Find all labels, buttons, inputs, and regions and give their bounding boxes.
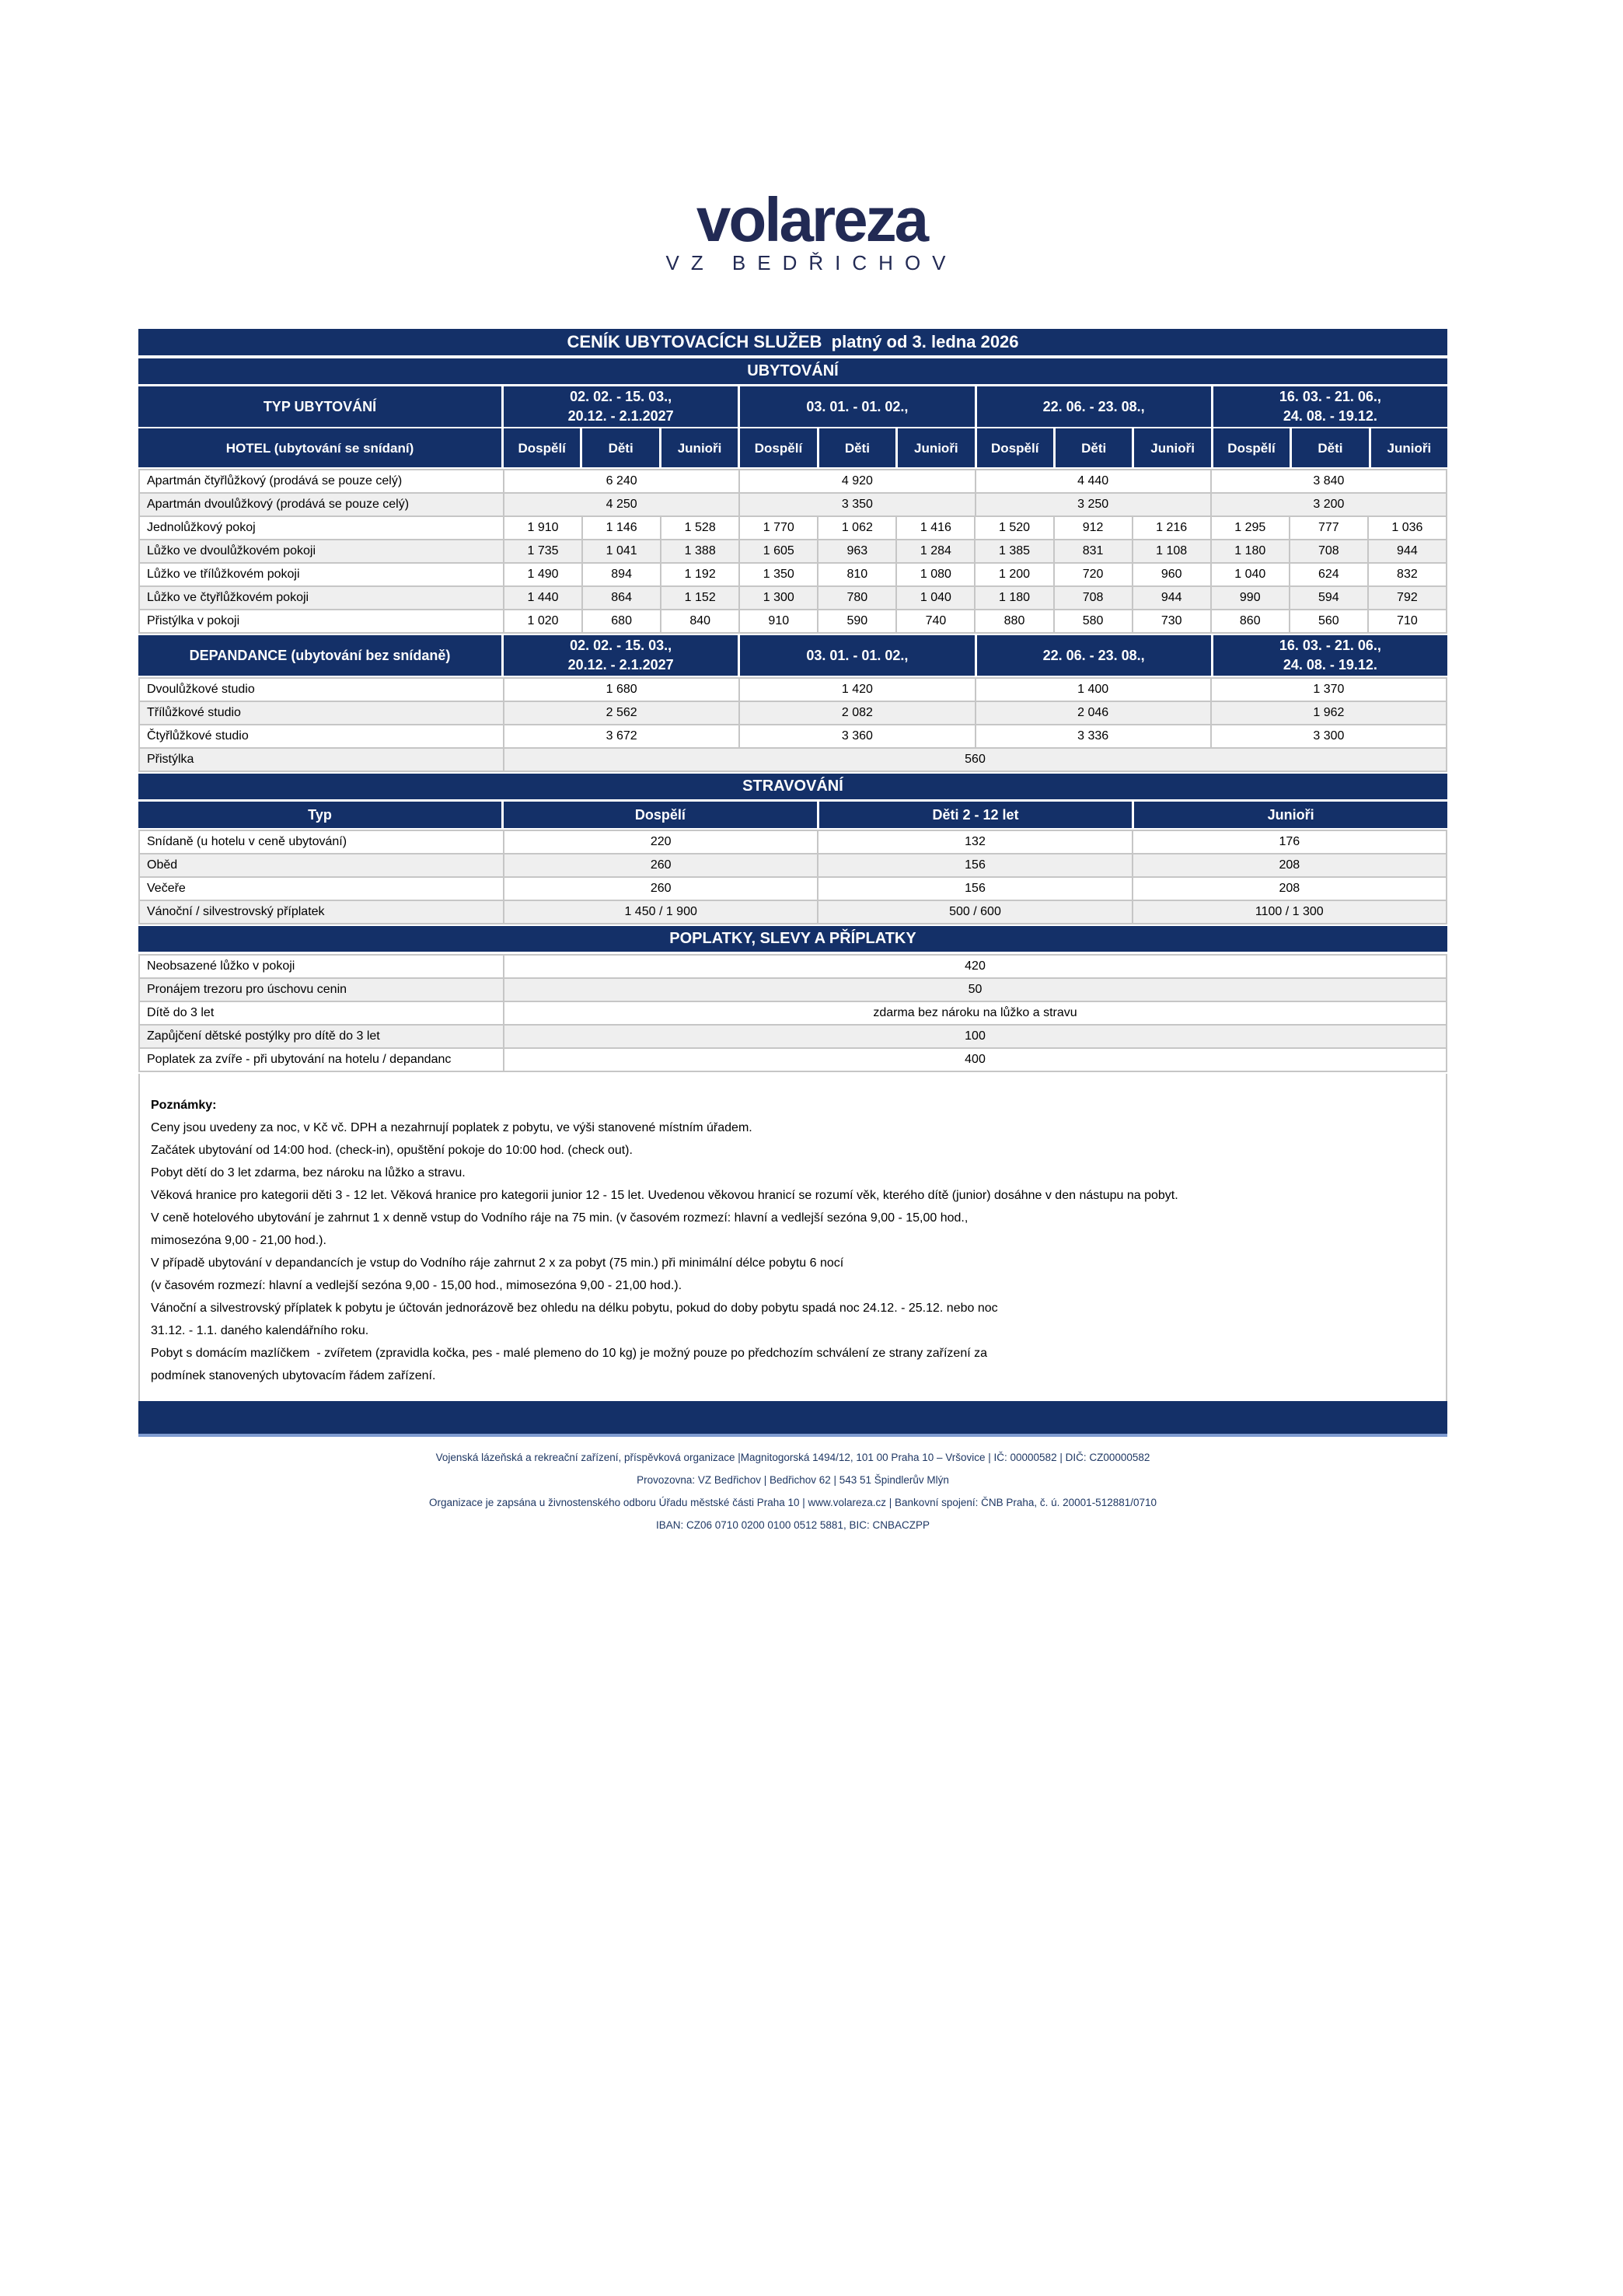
price-cell: 1 036 — [1369, 517, 1446, 539]
price-cell: 1 040 — [1212, 564, 1289, 585]
price-cell: 1 770 — [740, 517, 817, 539]
price-cell: 624 — [1290, 564, 1367, 585]
season-line: 22. 06. - 23. 08., — [1042, 398, 1145, 414]
row-label: Čtyřlůžkové studio — [140, 725, 503, 747]
price-cell: 840 — [661, 610, 738, 632]
price-cell: 3 250 — [976, 494, 1210, 515]
note-line: Věková hranice pro kategorii děti 3 - 12 let. Věková hranice pro kategorii junior 12 - 15 let. Uvedenou věkovou hranicí se rozumí věk, kterého dítě (junior) dosáhne v den nástupu na pobyt. — [151, 1189, 1178, 1202]
table-row — [140, 517, 1446, 539]
price-cell: 1 440 — [504, 587, 581, 609]
price-cell: 1 490 — [504, 564, 581, 585]
table-row — [140, 725, 1446, 747]
section-header-poplatky: POPLATKY, SLEVY A PŘÍPLATKY — [138, 926, 1447, 952]
price-cell: 500 / 600 — [818, 901, 1131, 923]
age-label: Dospělí — [977, 428, 1053, 467]
row-label: Snídaně (u hotelu v ceně ubytování) — [140, 831, 503, 853]
price-cell: 260 — [504, 854, 817, 876]
age-label: Junioři — [661, 428, 738, 467]
row-label: Přistýlka v pokoji — [140, 610, 503, 632]
table-row — [140, 979, 1446, 1001]
season-line: 03. 01. - 01. 02., — [806, 398, 909, 414]
hotel-header-row — [138, 428, 1447, 467]
depandance-header-cell: DEPANDANCE (ubytování bez snídaně) — [138, 635, 501, 676]
price-cell: 1 680 — [504, 679, 738, 701]
price-cell: 1 108 — [1133, 540, 1210, 562]
price-cell: 1 040 — [897, 587, 974, 609]
table-row — [140, 831, 1446, 853]
table-row — [140, 610, 1446, 632]
price-cell: 3 360 — [740, 725, 974, 747]
season-cell — [977, 635, 1211, 676]
price-cell: 1 388 — [661, 540, 738, 562]
note-line: Pobyt dětí do 3 let zdarma, bez nároku na lůžko a stravu. — [151, 1166, 466, 1179]
price-cell: 1 192 — [661, 564, 738, 585]
price-cell: 560 — [504, 749, 1446, 771]
row-label: Jednolůžkový pokoj — [140, 517, 503, 539]
note-line: Začátek ubytování od 14:00 hod. (check-in), opuštění pokoje do 10:00 hod. (check out). — [151, 1144, 633, 1157]
table-row — [140, 679, 1446, 701]
age-label: Děti — [1292, 428, 1368, 467]
price-cell: 1 062 — [818, 517, 895, 539]
price-cell: 1 284 — [897, 540, 974, 562]
season-line: 24. 08. - 19.12. — [1283, 657, 1377, 673]
price-cell: 1 605 — [740, 540, 817, 562]
season-cell — [504, 386, 738, 427]
age-label: Dospělí — [1213, 428, 1290, 467]
row-label: Lůžko ve třílůžkovém pokoji — [140, 564, 503, 585]
price-cell: 4 440 — [976, 470, 1210, 492]
price-cell: 1 152 — [661, 587, 738, 609]
price-cell: 880 — [976, 610, 1052, 632]
note-line: Pobyt s domácím mazlíčkem - zvířetem (zpravidla kočka, pes - malé plemeno do 10 kg) je možný pouze po předchozím schválení ze strany zařízení za — [151, 1347, 988, 1360]
note-line: (v časovém rozmezí: hlavní a vedlejší sezóna 9,00 - 15,00 hod., mimosezóna 9,00 - 21,00 hod.). — [151, 1279, 682, 1292]
age-label: Junioři — [898, 428, 974, 467]
price-cell: 860 — [1212, 610, 1289, 632]
season-header-row — [138, 386, 1447, 427]
price-cell: 708 — [1055, 587, 1132, 609]
age-label: Děti — [1056, 428, 1132, 467]
price-cell: 3 350 — [740, 494, 974, 515]
price-cell: 894 — [583, 564, 660, 585]
price-cell: 594 — [1290, 587, 1367, 609]
price-cell: 3 300 — [1212, 725, 1446, 747]
note-line: V případě ubytování v depandancích je vstup do Vodního ráje zahrnut 2 x za pobyt (75 min.) při minimální délce pobytu 6 nocí — [151, 1256, 844, 1270]
table-row — [140, 1049, 1446, 1071]
price-cell: 1 080 — [897, 564, 974, 585]
price-cell: 3 336 — [976, 725, 1210, 747]
row-label: Neobsazené lůžko v pokoji — [140, 956, 503, 977]
season-cell — [1213, 386, 1447, 427]
price-cell: 1 528 — [661, 517, 738, 539]
price-cell: 912 — [1055, 517, 1132, 539]
price-cell: 176 — [1133, 831, 1446, 853]
depandance-header-row — [138, 635, 1447, 676]
price-cell: 1 300 — [740, 587, 817, 609]
price-cell: 831 — [1055, 540, 1132, 562]
price-cell: 260 — [504, 878, 817, 900]
note-line: 31.12. - 1.1. daného kalendářního roku. — [151, 1324, 369, 1337]
price-cell: 1 416 — [897, 517, 974, 539]
column-header: Děti 2 - 12 let — [819, 802, 1133, 828]
table-row — [140, 854, 1446, 876]
table-row — [140, 878, 1446, 900]
price-cell: zdarma bez nároku na lůžko a stravu — [504, 1002, 1446, 1024]
section-header-stravovani: STRAVOVÁNÍ — [138, 774, 1447, 799]
season-cell — [504, 635, 738, 676]
price-cell: 2 082 — [740, 702, 974, 724]
table-row — [140, 540, 1446, 562]
season-line: 02. 02. - 15. 03., — [570, 638, 672, 653]
price-cell: 910 — [740, 610, 817, 632]
type-header-cell: TYP UBYTOVÁNÍ — [138, 386, 501, 427]
price-cell: 963 — [818, 540, 895, 562]
price-cell: 1 420 — [740, 679, 974, 701]
price-cell: 740 — [897, 610, 974, 632]
footer-line: IBAN: CZ06 0710 0200 0100 0512 5881, BIC: CNBACZPP — [656, 1519, 930, 1531]
price-cell: 944 — [1369, 540, 1446, 562]
table-row — [140, 564, 1446, 585]
price-cell: 156 — [818, 854, 1131, 876]
season-line: 24. 08. - 19.12. — [1283, 408, 1377, 424]
price-table — [138, 329, 1447, 1536]
price-cell: 777 — [1290, 517, 1367, 539]
price-cell: 810 — [818, 564, 895, 585]
footer-bar — [138, 1401, 1447, 1437]
price-cell: 6 240 — [504, 470, 738, 492]
price-cell: 1 370 — [1212, 679, 1446, 701]
row-label: Třílůžkové studio — [140, 702, 503, 724]
price-cell: 590 — [818, 610, 895, 632]
row-label: Oběd — [140, 854, 503, 876]
season-cell — [977, 386, 1211, 427]
price-cell: 1 450 / 1 900 — [504, 901, 817, 923]
table-row — [140, 470, 1446, 492]
price-cell: 1 200 — [976, 564, 1052, 585]
season-line: 20.12. - 2.1.2027 — [567, 408, 674, 424]
season-line: 20.12. - 2.1.2027 — [567, 657, 674, 673]
row-label: Přistýlka — [140, 749, 503, 771]
price-cell: 1 216 — [1133, 517, 1210, 539]
price-cell: 420 — [504, 956, 1446, 977]
price-cell: 1 962 — [1212, 702, 1446, 724]
season-line: 16. 03. - 21. 06., — [1279, 389, 1381, 404]
price-cell: 132 — [818, 831, 1131, 853]
price-cell: 1 735 — [504, 540, 581, 562]
price-cell: 1 146 — [583, 517, 660, 539]
season-line: 16. 03. - 21. 06., — [1279, 638, 1381, 653]
season-cell — [1213, 635, 1447, 676]
table-row — [140, 1026, 1446, 1047]
price-cell: 208 — [1133, 878, 1446, 900]
price-cell: 1 041 — [583, 540, 660, 562]
price-cell: 944 — [1133, 587, 1210, 609]
table-row — [140, 494, 1446, 515]
price-cell: 2 562 — [504, 702, 738, 724]
price-cell: 100 — [504, 1026, 1446, 1047]
column-header: Dospělí — [504, 802, 817, 828]
footer — [138, 1446, 1447, 1536]
price-cell: 4 920 — [740, 470, 974, 492]
stravovani-header-row — [138, 802, 1447, 828]
price-cell: 50 — [504, 979, 1446, 1001]
price-cell: 400 — [504, 1049, 1446, 1071]
notes-heading: Poznámky: — [151, 1099, 217, 1112]
footer-line: Organizace je zapsána u živnostenského odboru Úřadu městské části Praha 10 | www.volareza.cz | Bankovní spojení: ČNB Praha, č. ú. 20001-512881/0710 — [428, 1497, 1157, 1508]
row-label: Lůžko ve čtyřlůžkovém pokoji — [140, 587, 503, 609]
footer-line: Provozovna: VZ Bedřichov | Bedřichov 62 | 543 51 Špindlerův Mlýn — [637, 1474, 949, 1486]
row-label: Dítě do 3 let — [140, 1002, 503, 1024]
row-label: Lůžko ve dvoulůžkovém pokoji — [140, 540, 503, 562]
column-header: Junioři — [1134, 802, 1447, 828]
row-label: Večeře — [140, 878, 503, 900]
price-cell: 720 — [1055, 564, 1132, 585]
age-label: Junioři — [1371, 428, 1447, 467]
price-cell: 832 — [1369, 564, 1446, 585]
price-cell: 220 — [504, 831, 817, 853]
row-label: Dvoulůžkové studio — [140, 679, 503, 701]
price-cell: 792 — [1369, 587, 1446, 609]
season-cell — [740, 386, 974, 427]
notes-block — [138, 1074, 1447, 1401]
table-row — [140, 901, 1446, 923]
footer-line: Vojenská lázeňská a rekreační zařízení, příspěvková organizace |Magnitogorská 1494/12, 101 00 Praha 10 – Vršovice | IČ: 00000582 | DIČ: CZ00000582 — [435, 1452, 1150, 1463]
note-line: Ceny jsou uvedeny za noc, v Kč vč. DPH a nezahrnují poplatek z pobytu, ve výši stanovené místním úřadem. — [151, 1121, 752, 1134]
note-line: mimosezóna 9,00 - 21,00 hod.). — [151, 1234, 326, 1247]
price-cell: 680 — [583, 610, 660, 632]
season-cell — [740, 635, 974, 676]
depandance-rows — [138, 677, 1447, 772]
document-title: CENÍK UBYTOVACÍCH SLUŽEB platný od 3. ledna 2026 — [138, 329, 1447, 355]
table-row — [140, 1002, 1446, 1024]
price-cell: 1 180 — [1212, 540, 1289, 562]
table-row — [140, 956, 1446, 977]
price-cell: 864 — [583, 587, 660, 609]
table-row — [140, 587, 1446, 609]
price-cell: 1 910 — [504, 517, 581, 539]
hotel-rows — [138, 469, 1447, 634]
price-cell: 3 200 — [1212, 494, 1446, 515]
row-label: Apartmán dvoulůžkový (prodává se pouze celý) — [140, 494, 503, 515]
price-cell: 780 — [818, 587, 895, 609]
row-label: Zapůjčení dětské postýlky pro dítě do 3 let — [140, 1026, 503, 1047]
price-cell: 960 — [1133, 564, 1210, 585]
age-label: Děti — [819, 428, 895, 467]
price-cell: 710 — [1369, 610, 1446, 632]
price-cell: 1 520 — [976, 517, 1052, 539]
note-line: V ceně hotelového ubytování je zahrnut 1 x denně vstup do Vodního ráje na 75 min. (v časovém rozmezí: hlavní a vedlejší sezóna 9,00 - 15,00 hod., — [151, 1211, 969, 1225]
note-line: Vánoční a silvestrovský příplatek k pobytu je účtován jednorázově bez ohledu na délku pobytu, pokud do doby pobytu spadá noc 24.12. - 25.12. nebo noc — [151, 1302, 998, 1315]
table-row — [140, 702, 1446, 724]
season-line: 22. 06. - 23. 08., — [1042, 647, 1145, 663]
price-cell: 708 — [1290, 540, 1367, 562]
price-cell: 990 — [1212, 587, 1289, 609]
stravovani-rows — [138, 830, 1447, 924]
row-label: Pronájem trezoru pro úschovu cenin — [140, 979, 503, 1001]
price-cell: 4 250 — [504, 494, 738, 515]
price-cell: 208 — [1133, 854, 1446, 876]
logo-wordmark: volareza — [696, 185, 927, 254]
season-line: 03. 01. - 01. 02., — [806, 647, 909, 663]
price-cell: 2 046 — [976, 702, 1210, 724]
price-cell: 1 385 — [976, 540, 1052, 562]
table-row — [140, 749, 1446, 771]
hotel-header-cell: HOTEL (ubytování se snídaní) — [138, 428, 501, 467]
poplatky-rows — [138, 954, 1447, 1072]
season-line: 02. 02. - 15. 03., — [570, 389, 672, 404]
price-cell: 1 350 — [740, 564, 817, 585]
price-cell: 1 020 — [504, 610, 581, 632]
note-line: podmínek stanovených ubytovacím řádem zařízení. — [151, 1369, 436, 1382]
price-cell: 560 — [1290, 610, 1367, 632]
age-label: Dospělí — [740, 428, 816, 467]
age-label: Junioři — [1134, 428, 1210, 467]
price-cell: 1 180 — [976, 587, 1052, 609]
price-cell: 156 — [818, 878, 1131, 900]
section-header-ubytovani: UBYTOVÁNÍ — [138, 358, 1447, 384]
age-label: Dospělí — [504, 428, 580, 467]
price-cell: 1100 / 1 300 — [1133, 901, 1446, 923]
row-label: Vánoční / silvestrovský příplatek — [140, 901, 503, 923]
logo — [0, 185, 1623, 274]
row-label: Apartmán čtyřlůžkový (prodává se pouze celý) — [140, 470, 503, 492]
price-cell: 3 840 — [1212, 470, 1446, 492]
price-cell: 3 672 — [504, 725, 738, 747]
column-header: Typ — [138, 802, 501, 828]
age-label: Děti — [582, 428, 658, 467]
price-cell: 1 295 — [1212, 517, 1289, 539]
logo-subtitle: VZ BEDŘICHOV — [665, 251, 958, 274]
price-cell: 730 — [1133, 610, 1210, 632]
price-cell: 580 — [1055, 610, 1132, 632]
price-cell: 1 400 — [976, 679, 1210, 701]
row-label: Poplatek za zvíře - při ubytování na hotelu / depandanc — [140, 1049, 503, 1071]
